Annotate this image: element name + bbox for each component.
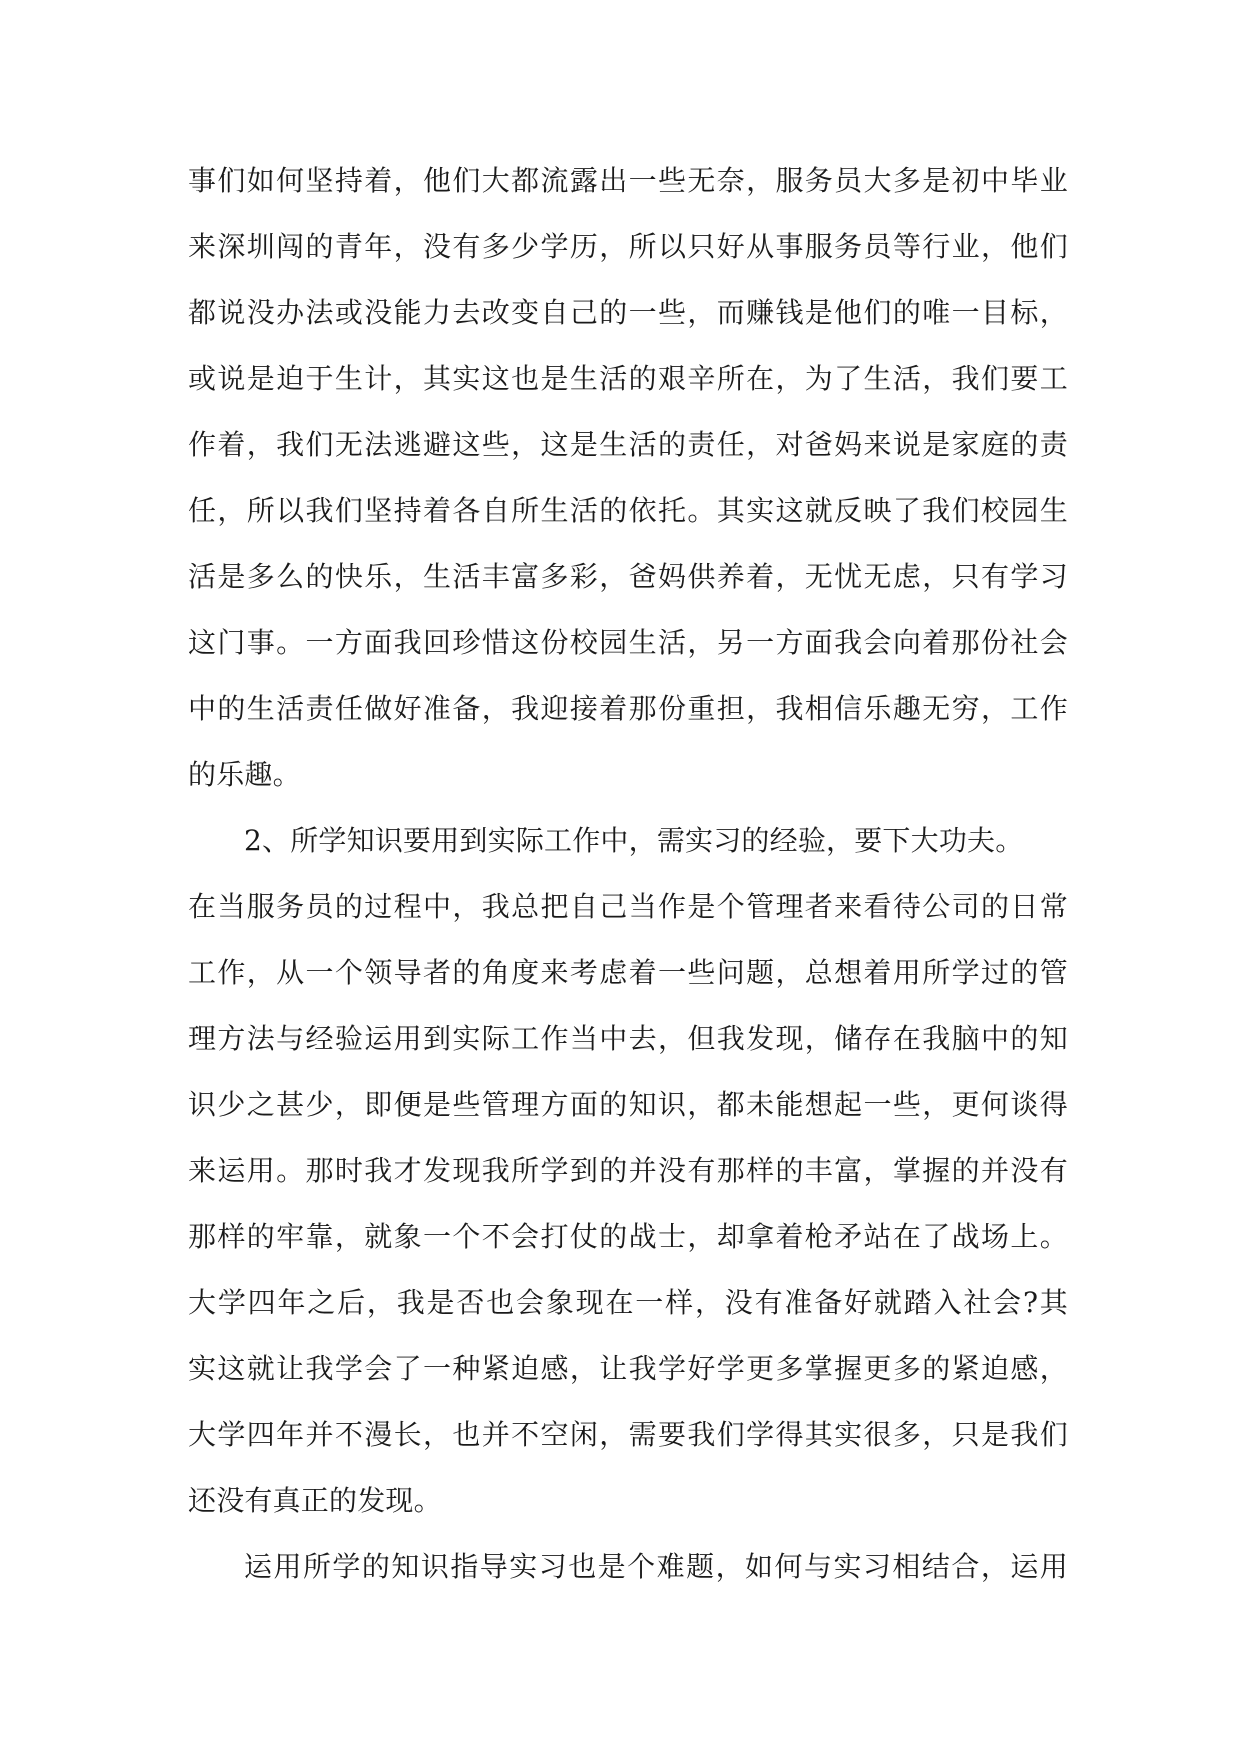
text-line: 大学四年并不漫长，也并不空闲，需要我们学得其实很多，只是我们 xyxy=(188,1418,1068,1451)
text-line: 这门事。一方面我回珍惜这份校园生活，另一方面我会向着那份社会 xyxy=(188,626,1068,659)
text-line: 2、所学知识要用到实际工作中，需实习的经验，要下大功夫。 xyxy=(244,824,1024,857)
text-line: 工作，从一个领导者的角度来考虑着一些问题，总想着用所学过的管 xyxy=(188,956,1068,989)
text-line: 或说是迫于生计，其实这也是生活的艰辛所在，为了生活，我们要工 xyxy=(188,362,1068,395)
body-text xyxy=(188,148,1068,1600)
text-line: 理方法与经验运用到实际工作当中去，但我发现，储存在我脑中的知 xyxy=(188,1022,1068,1055)
text-line: 大学四年之后，我是否也会象现在一样，没有准备好就踏入社会?其 xyxy=(188,1286,1068,1319)
text-line: 来深圳闯的青年，没有多少学历，所以只好从事服务员等行业，他们 xyxy=(188,230,1068,263)
text-line: 事们如何坚持着，他们大都流露出一些无奈，服务员大多是初中毕业 xyxy=(188,164,1068,197)
text-line: 实这就让我学会了一种紧迫感，让我学好学更多掌握更多的紧迫感， xyxy=(188,1352,1068,1385)
text-line: 识少之甚少，即便是些管理方面的知识，都未能想起一些，更何谈得 xyxy=(188,1088,1068,1121)
text-line: 活是多么的快乐，生活丰富多彩，爸妈供养着，无忧无虑，只有学习 xyxy=(188,560,1068,593)
text-line: 都说没办法或没能力去改变自己的一些，而赚钱是他们的唯一目标， xyxy=(188,296,1068,329)
text-line: 中的生活责任做好准备，我迎接着那份重担，我相信乐趣无穷，工作 xyxy=(188,692,1068,725)
text-line: 的乐趣。 xyxy=(188,758,301,791)
text-line: 那样的牢靠，就象一个不会打仗的战士，却拿着枪矛站在了战场上。 xyxy=(188,1220,1068,1253)
text-line: 在当服务员的过程中，我总把自己当作是个管理者来看待公司的日常 xyxy=(188,890,1068,923)
text-line: 运用所学的知识指导实习也是个难题，如何与实习相结合，运用 xyxy=(244,1550,1068,1583)
text-line: 来运用。那时我才发现我所学到的并没有那样的丰富，掌握的并没有 xyxy=(188,1154,1068,1187)
text-line: 任，所以我们坚持着各自所生活的依托。其实这就反映了我们校园生 xyxy=(188,494,1068,527)
text-line: 作着，我们无法逃避这些，这是生活的责任，对爸妈来说是家庭的责 xyxy=(188,428,1068,461)
text-line: 还没有真正的发现。 xyxy=(188,1484,442,1517)
